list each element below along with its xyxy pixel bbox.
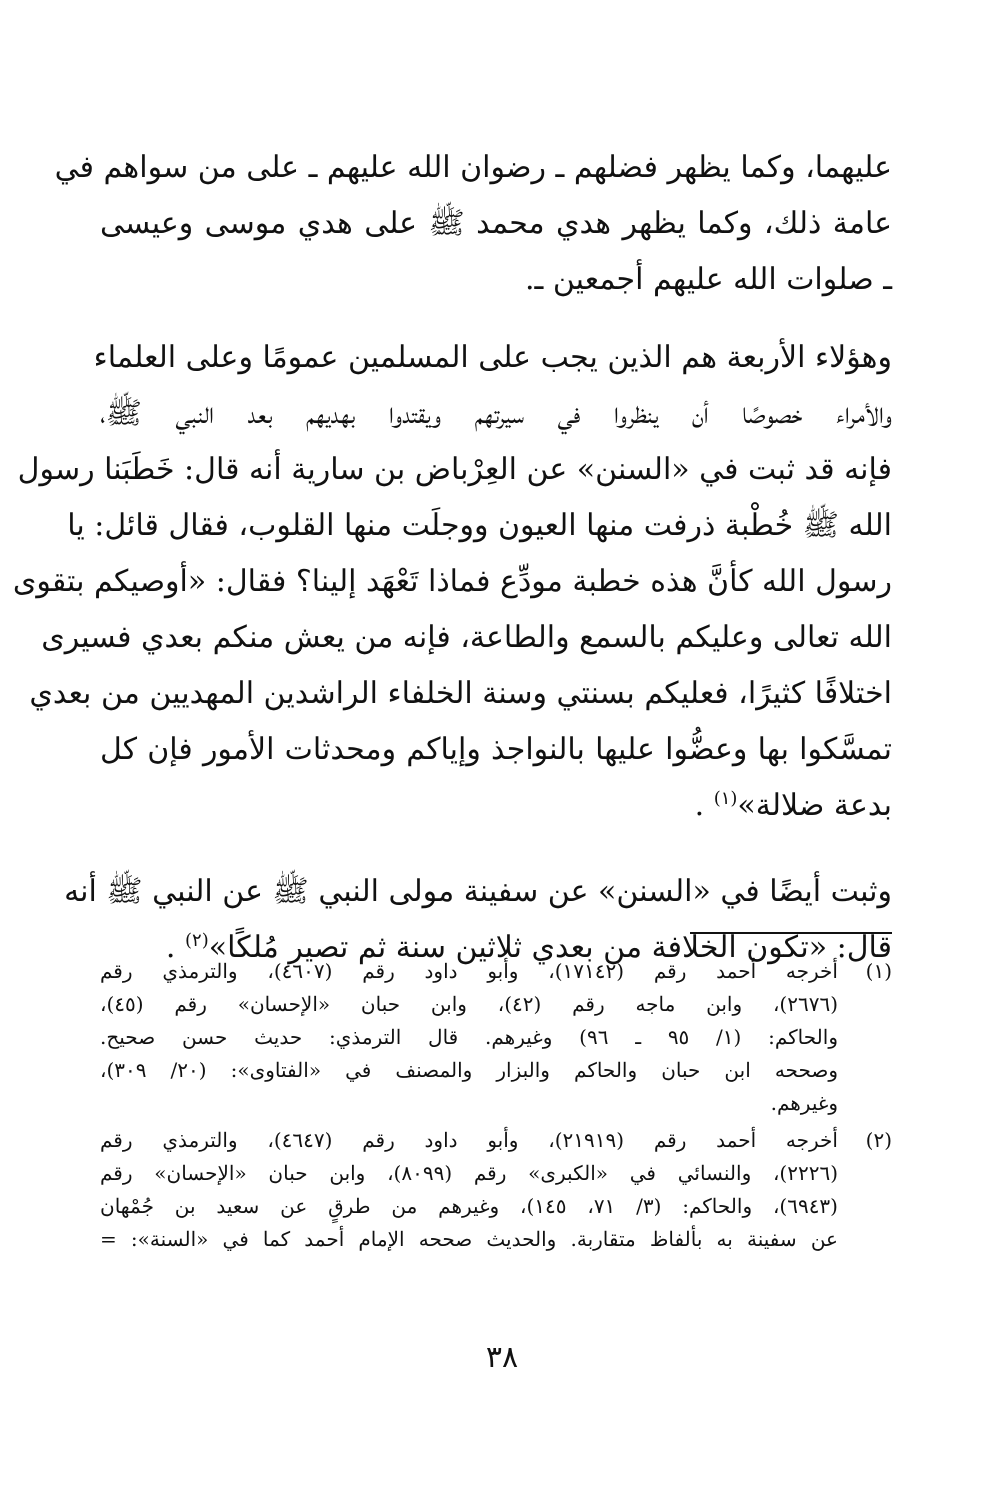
footnote-line: وصححه ابن حبان والحاكم والبزار والمصنف في «الفتاوى»: (٢٠/ ٣٠٩)، <box>100 1058 838 1082</box>
footnotes <box>100 955 892 1260</box>
footnote-line: (٢٦٧٦)، وابن ماجه رقم (٤٢)، وابن حبان «الإحسان» رقم (٤٥)، <box>100 992 838 1016</box>
text-segment: بدعة ضلالة» <box>737 788 892 823</box>
text-segment: قال: «تكون الخلافة من بعدي ثلاثين سنة ثم تصير مُلكًا» <box>208 930 892 965</box>
paragraph-gap <box>100 308 892 330</box>
footnote-line: وغيرهم. <box>770 1091 838 1115</box>
footnote-line: أخرجه أحمد رقم (٢١٩١٩)، وأبو داود رقم (٤٦٤٧)، والترمذي رقم <box>100 1128 838 1152</box>
text-line: عليهما، وكما يظهر فضلهم ـ رضوان الله عليهم ـ على من سواهم في <box>54 150 892 185</box>
text-line: تمسَّكوا بها وعضُّوا عليها بالنواجذ وإياكم ومحدثات الأمور فإن كل <box>100 732 892 767</box>
footnote-line: (٦٩٤٣)، والحاكم: (٣/ ٧١، ١٤٥)، وغيرهم من طرقٍ عن سعيد بن جُمْهان <box>100 1194 838 1218</box>
paragraph-gap <box>100 834 892 864</box>
text-line <box>100 778 892 834</box>
text-line: ـ صلوات الله عليهم أجمعين ـ. <box>524 262 892 297</box>
footnote-ref-1[interactable]: (١) <box>713 788 738 809</box>
footnote-line: والحاكم: (١/ ٩٥ ـ ٩٦) وغيرهم. قال الترمذي: حديث حسن صحيح. <box>100 1025 838 1049</box>
text-line: اختلافًا كثيرًا، فعليكم بسنتي وسنة الخلفاء الراشدين المهديين من بعدي <box>29 676 892 711</box>
text-line: وثبت أيضًا في «السنن» عن سفينة مولى النبي ﷺ عن النبي ﷺ أنه <box>64 874 892 909</box>
text-line: رسول الله كأنَّ هذه خطبة مودِّع فماذا تَعْهَد إلينا؟ فقال: «أوصيكم بتقوى <box>12 564 892 599</box>
footnote-2 <box>100 1124 892 1256</box>
footnote-ref-2[interactable]: (٢) <box>185 930 209 951</box>
footnote-1 <box>100 955 892 1120</box>
sentence-end: . <box>694 788 705 823</box>
footnote-line: أخرجه أحمد رقم (١٧١٤٢)، وأبو داود رقم (٤٦٠٧)، والترمذي رقم <box>100 959 838 983</box>
text-line: وهؤلاء الأربعة هم الذين يجب على المسلمين عمومًا وعلى العلماء <box>93 340 892 375</box>
text-line: عامة ذلك، وكما يظهر هدي محمد ﷺ على هدي موسى وعيسى <box>100 206 892 241</box>
footnote-number: (٢) <box>865 1128 892 1152</box>
page-number: ٣٨ <box>485 1340 519 1375</box>
footnote-line: عن سفينة به بألفاظ متقاربة. والحديث صححه الإمام أحمد كما في «السنة»: = <box>100 1227 838 1251</box>
paragraph-1 <box>54 140 892 308</box>
footnote-separator <box>690 932 892 934</box>
text-line: الله تعالى وعليكم بالسمع والطاعة، فإنه من يعش منكم بعدي فسيرى <box>41 620 892 655</box>
paragraph-2 <box>12 330 892 834</box>
page-body <box>12 140 892 1251</box>
text-line: والأمراء خصوصًا أن ينظروا في سيرتهم ويقتدوا بهديهم بعد النبي ﷺ، <box>100 396 892 431</box>
footnote-number: (١) <box>865 959 892 983</box>
text-line: فإنه قد ثبت في «السنن» عن العِرْباض بن سارية أنه قال: خَطَبَنا رسول <box>17 452 892 487</box>
footnote-line: (٢٢٢٦)، والنسائي في «الكبرى» رقم (٨٠٩٩)، وابن حبان «الإحسان» رقم <box>100 1161 839 1185</box>
text-line: الله ﷺ خُطْبة ذرفت منها العيون ووجلَت منها القلوب، فقال قائل: يا <box>67 508 892 543</box>
sentence-end: . <box>165 930 176 965</box>
